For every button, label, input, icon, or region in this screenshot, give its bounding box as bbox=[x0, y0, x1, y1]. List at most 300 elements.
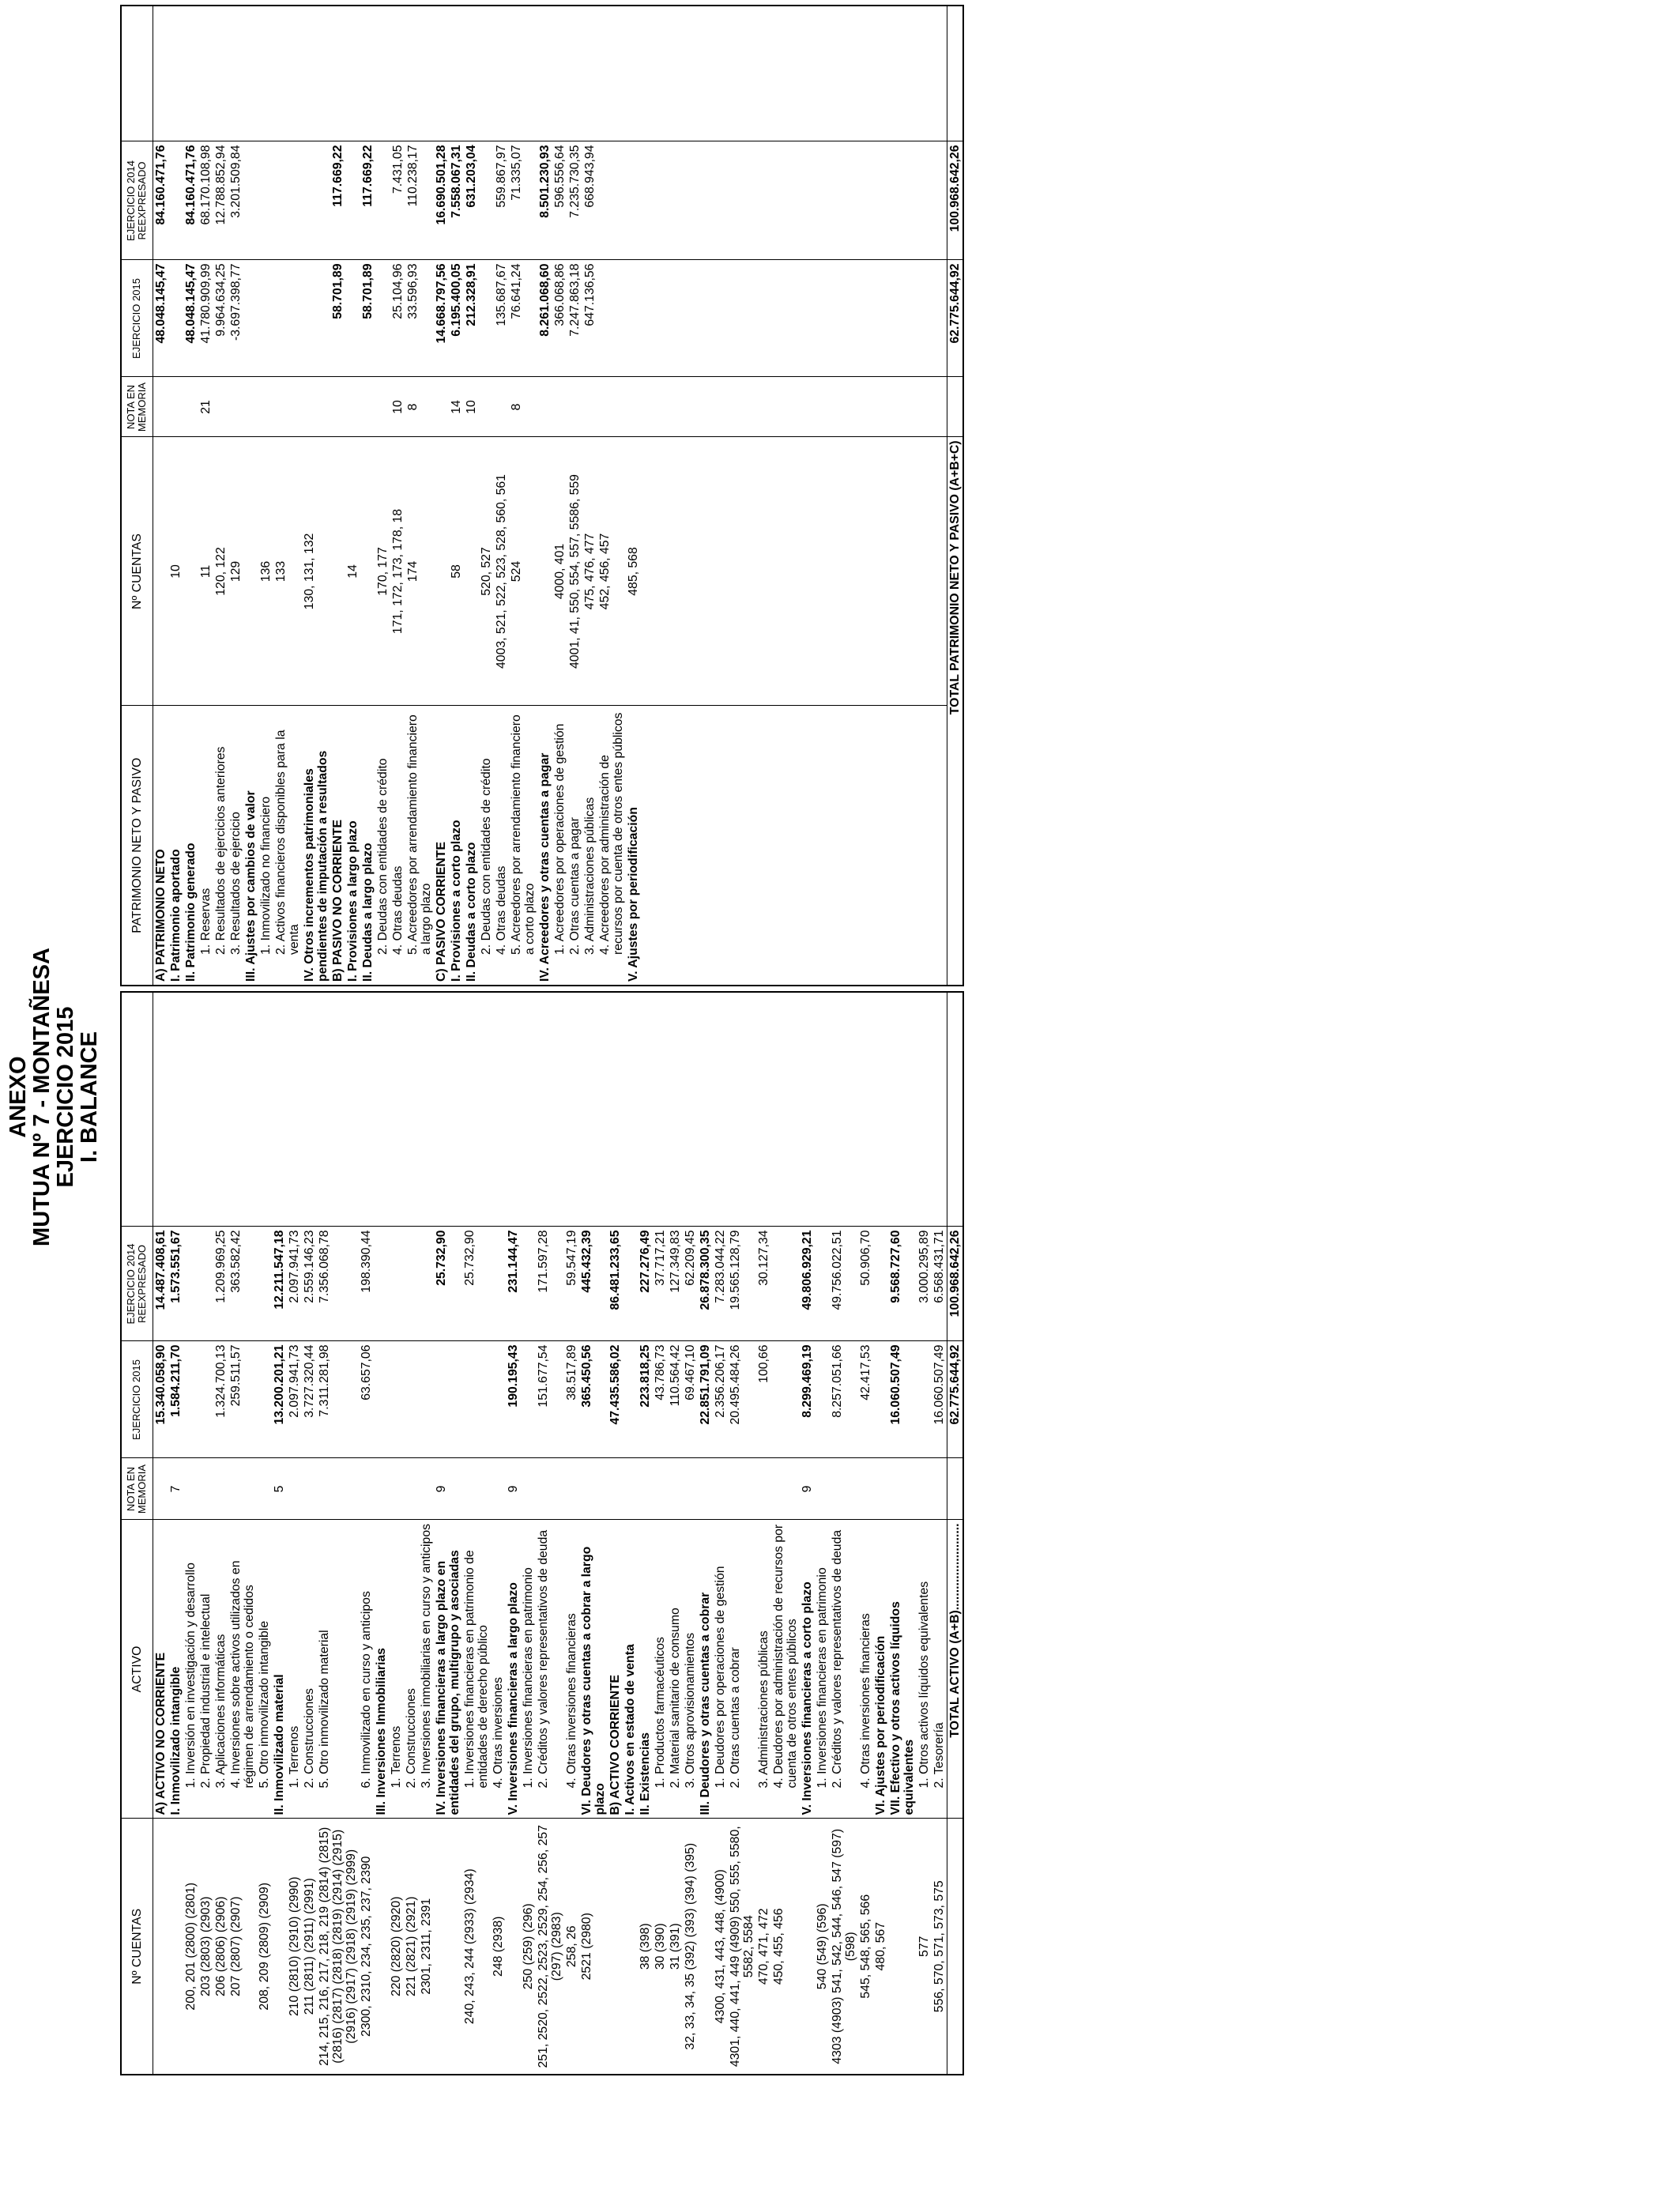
note-ref bbox=[858, 1458, 873, 1520]
account-codes: 540 (549) (596) bbox=[815, 1819, 830, 2075]
activo-row bbox=[683, 992, 698, 2075]
account-codes: 207 (2807) (2907) bbox=[228, 1819, 257, 2075]
line-item-label: 2. Material sanitario de consumo bbox=[668, 1520, 683, 1819]
pasivo-row bbox=[153, 6, 168, 986]
value-2014: 7.356.068,78 bbox=[317, 1227, 359, 1341]
note-ref bbox=[917, 1458, 932, 1520]
line-item-label: 2. Créditos y valores representativos de deuda bbox=[536, 1520, 564, 1819]
line-item-label: VI. Deudores y otras cuentas a cobrar a largo plazo bbox=[579, 1520, 608, 1819]
title-mutua: MUTUA Nº 7 - MONTAÑESA bbox=[29, 948, 55, 1246]
account-codes bbox=[888, 1819, 917, 2075]
line-item-label: 1. Deudores por operaciones de gestión bbox=[713, 1520, 728, 1819]
value-2014: 9.568.727,60 bbox=[888, 1227, 917, 1341]
value-2015: -3.697.398,77 bbox=[228, 260, 243, 377]
value-2014: 668.943,94 bbox=[582, 141, 597, 260]
total-activo-2015: 62.775.644,92 bbox=[947, 1341, 963, 1458]
line-item-label: 5. Otro inmovilizado material bbox=[317, 1520, 359, 1819]
activo-row bbox=[153, 992, 168, 2075]
note-ref bbox=[434, 377, 449, 437]
account-codes: 2300, 2310, 234, 235, 237, 2390 bbox=[359, 1819, 374, 2075]
value-2014: 30.127,34 bbox=[756, 1227, 771, 1341]
account-codes: 480, 567 bbox=[873, 1819, 888, 2075]
spacer-cell bbox=[771, 992, 800, 1227]
activo-row bbox=[374, 992, 389, 2075]
value-2014: 49.756.022,51 bbox=[830, 1227, 858, 1341]
note-ref bbox=[317, 1458, 359, 1520]
note-ref bbox=[579, 1458, 608, 1520]
spacer-cell bbox=[873, 992, 888, 1227]
value-2015: 366.068,86 bbox=[552, 260, 567, 377]
note-ref bbox=[374, 1458, 389, 1520]
line-item-label: 5. Acreedores por arrendamiento financiero a corto plazo bbox=[509, 706, 537, 986]
value-2015: 16.060.507,49 bbox=[932, 1341, 947, 1458]
empty-cell bbox=[947, 1458, 963, 1520]
pasivo-row bbox=[552, 6, 567, 986]
pasivo-total-row bbox=[947, 6, 963, 986]
value-2014: 84.160.471,76 bbox=[153, 141, 168, 260]
value-2014: 2.097.941,73 bbox=[287, 1227, 302, 1341]
spacer-cell bbox=[359, 992, 374, 1227]
account-codes: 240, 243, 244 (2933) (2934) bbox=[462, 1819, 491, 2075]
value-2014 bbox=[491, 1227, 506, 1341]
note-ref bbox=[389, 1458, 404, 1520]
value-2015: 16.060.507,49 bbox=[888, 1341, 917, 1458]
note-ref: 9 bbox=[800, 1458, 815, 1520]
value-2015 bbox=[345, 260, 360, 377]
spacer-cell bbox=[302, 992, 317, 1227]
value-2014 bbox=[375, 141, 390, 260]
note-ref bbox=[462, 1458, 491, 1520]
account-codes bbox=[374, 1819, 389, 2075]
pasivo-row bbox=[375, 6, 390, 986]
spacer-cell bbox=[608, 992, 623, 1227]
value-2015: 190.195,43 bbox=[506, 1341, 521, 1458]
value-2014 bbox=[345, 141, 360, 260]
empty-cell bbox=[641, 706, 947, 986]
note-ref: 9 bbox=[434, 1458, 462, 1520]
empty-cell bbox=[947, 1819, 963, 2075]
pasivo-row bbox=[273, 6, 302, 986]
line-item-label: 2. Otras cuentas a pagar bbox=[567, 706, 582, 986]
pasivo-row bbox=[537, 6, 552, 986]
line-item-label: III. Inversiones Inmobiliarias bbox=[374, 1520, 389, 1819]
spacer-cell bbox=[521, 992, 536, 1227]
line-item-label: II. Inmovilizado material bbox=[272, 1520, 287, 1819]
total-pasivo-2015: 62.775.644,92 bbox=[947, 260, 963, 377]
pasivo-row bbox=[330, 6, 345, 986]
value-2015: 259.511,57 bbox=[228, 1341, 257, 1458]
account-codes: 11 bbox=[198, 437, 213, 706]
note-ref bbox=[479, 377, 494, 437]
value-2015 bbox=[626, 260, 641, 377]
value-2014: 559.867,97 bbox=[494, 141, 509, 260]
value-2015 bbox=[623, 1341, 638, 1458]
note-ref bbox=[302, 377, 330, 437]
line-item-label: V. Inversiones financieras a corto plazo bbox=[800, 1520, 815, 1819]
value-2014: 8.501.230,93 bbox=[537, 141, 552, 260]
value-2014: 14.487.408,61 bbox=[153, 1227, 168, 1341]
line-item-label: B) ACTIVO CORRIENTE bbox=[608, 1520, 623, 1819]
spacer-cell bbox=[491, 992, 506, 1227]
value-2015: 58.701,89 bbox=[360, 260, 375, 377]
account-codes: 4301, 440, 441, 449 (4909) 550, 555, 5580, 5582, 5584 bbox=[728, 1819, 756, 2075]
value-2014: 12.211.547,18 bbox=[272, 1227, 287, 1341]
account-codes bbox=[360, 437, 375, 706]
pasivo-row bbox=[509, 6, 537, 986]
value-2015: 2.097.941,73 bbox=[287, 1341, 302, 1458]
spacer-cell bbox=[509, 6, 537, 141]
value-2015 bbox=[375, 260, 390, 377]
total-activo-label: TOTAL ACTIVO (A+B)......................... bbox=[947, 1520, 963, 1819]
value-2014: 363.582,42 bbox=[228, 1227, 257, 1341]
spacer-cell bbox=[536, 992, 564, 1227]
value-2014: 50.906,70 bbox=[858, 1227, 873, 1341]
value-2015 bbox=[243, 260, 258, 377]
account-codes bbox=[608, 1819, 623, 2075]
note-ref bbox=[302, 1458, 317, 1520]
value-2015 bbox=[462, 1341, 491, 1458]
spacer-cell bbox=[213, 992, 228, 1227]
line-item-label: 3. Resultados de ejercicio bbox=[228, 706, 243, 986]
spacer-cell bbox=[947, 6, 963, 141]
line-item-label: VI. Ajustes por periodificación bbox=[873, 1520, 888, 1819]
account-codes bbox=[330, 437, 345, 706]
line-item-label: I. Provisiones a largo plazo bbox=[345, 706, 360, 986]
line-item-label: III. Ajustes por cambios de valor bbox=[243, 706, 258, 986]
pasivo-row bbox=[567, 6, 582, 986]
value-2014: 71.335,07 bbox=[509, 141, 537, 260]
activo-row bbox=[873, 992, 888, 2075]
value-2014 bbox=[258, 141, 273, 260]
line-item-label: II. Patrimonio generado bbox=[183, 706, 198, 986]
note-ref bbox=[330, 377, 345, 437]
value-2015: 41.780.909,99 bbox=[198, 260, 213, 377]
spacer-cell bbox=[228, 6, 243, 141]
spacer-cell bbox=[683, 992, 698, 1227]
value-2014: 25.732,90 bbox=[462, 1227, 491, 1341]
note-ref bbox=[888, 1458, 917, 1520]
account-codes: 171, 172, 173, 178, 18 bbox=[390, 437, 405, 706]
spacer-cell bbox=[419, 992, 434, 1227]
value-2015 bbox=[479, 260, 494, 377]
spacer-cell bbox=[272, 992, 287, 1227]
account-codes bbox=[183, 437, 198, 706]
value-2014: 68.170.108,98 bbox=[198, 141, 213, 260]
empty-cell bbox=[641, 260, 947, 377]
value-2015: 1.584.211,70 bbox=[168, 1341, 183, 1458]
account-codes: 10 bbox=[168, 437, 183, 706]
account-codes: 206 (2806) (2906) bbox=[213, 1819, 228, 2075]
account-codes: 545, 548, 565, 566 bbox=[858, 1819, 873, 2075]
line-item-label: 1. Inversiones financieras en patrimonio de entidades de derecho público bbox=[462, 1520, 491, 1819]
note-ref bbox=[713, 1458, 728, 1520]
line-item-label: 1. Inversiones financieras en patrimonio bbox=[521, 1520, 536, 1819]
account-codes bbox=[623, 1819, 638, 2075]
value-2014: 7.558.067,31 bbox=[449, 141, 464, 260]
value-2015 bbox=[374, 1341, 389, 1458]
value-2014: 631.203,04 bbox=[464, 141, 479, 260]
account-codes bbox=[243, 437, 258, 706]
pasivo-row bbox=[302, 6, 330, 986]
note-ref bbox=[345, 377, 360, 437]
activo-row bbox=[521, 992, 536, 2075]
total-activo-2014: 100.968.642,26 bbox=[947, 1227, 963, 1341]
value-2014: 62.209,45 bbox=[683, 1227, 698, 1341]
spacer-cell bbox=[932, 992, 947, 1227]
pasivo-row bbox=[228, 6, 243, 986]
activo-row bbox=[756, 992, 771, 2075]
activo-row bbox=[317, 992, 359, 2075]
empty-cell bbox=[947, 377, 963, 437]
line-item-label: 1. Terrenos bbox=[287, 1520, 302, 1819]
spacer-cell bbox=[198, 992, 213, 1227]
spacer-cell bbox=[800, 992, 815, 1227]
activo-row bbox=[608, 992, 623, 2075]
activo-row bbox=[491, 992, 506, 2075]
activo-row bbox=[830, 992, 858, 2075]
line-item-label: 2. Deudas con entidades de crédito bbox=[479, 706, 494, 986]
note-ref bbox=[536, 1458, 564, 1520]
value-2014: 227.276,49 bbox=[638, 1227, 653, 1341]
account-codes bbox=[153, 437, 168, 706]
note-ref bbox=[273, 377, 302, 437]
line-item-label: 1. Otros activos líquidos equivalentes bbox=[917, 1520, 932, 1819]
account-codes: 248 (2938) bbox=[491, 1819, 506, 2075]
line-item-label: 4. Acreedores por administración de recursos por cuenta de otros entes públicos bbox=[597, 706, 626, 986]
account-codes: 475, 476, 477 bbox=[582, 437, 597, 706]
spacer-cell bbox=[579, 992, 608, 1227]
note-ref bbox=[360, 377, 375, 437]
spacer-cell bbox=[287, 992, 302, 1227]
activo-row bbox=[888, 992, 917, 2075]
spacer-cell bbox=[479, 6, 494, 141]
note-ref: 9 bbox=[506, 1458, 521, 1520]
value-2015: 2.356.206,17 bbox=[713, 1341, 728, 1458]
value-2015: 212.328,91 bbox=[464, 260, 479, 377]
note-ref bbox=[183, 377, 198, 437]
value-2015: 76.641,24 bbox=[509, 260, 537, 377]
activo-row bbox=[257, 992, 272, 2075]
account-codes: 524 bbox=[509, 437, 537, 706]
spacer-cell bbox=[183, 992, 198, 1227]
note-ref bbox=[491, 1458, 506, 1520]
account-codes: 470, 471, 472 bbox=[756, 1819, 771, 2075]
account-codes bbox=[464, 437, 479, 706]
spacer-cell bbox=[830, 992, 858, 1227]
total-pasivo-label: TOTAL PATRIMONIO NETO Y PASIVO (A+B+C) bbox=[947, 437, 963, 986]
pasivo-row bbox=[464, 6, 479, 986]
value-2014: 6.568.431,71 bbox=[932, 1227, 947, 1341]
spacer-cell bbox=[464, 6, 479, 141]
account-codes: 14 bbox=[345, 437, 360, 706]
line-item-label: C) PASIVO CORRIENTE bbox=[434, 706, 449, 986]
note-ref: 10 bbox=[390, 377, 405, 437]
value-2015 bbox=[258, 260, 273, 377]
col-spacer bbox=[121, 992, 153, 1227]
pasivo-row bbox=[258, 6, 273, 986]
line-item-label: 4. Otras inversiones bbox=[491, 1520, 506, 1819]
spacer-cell bbox=[153, 6, 168, 141]
value-2014: 37.717,21 bbox=[653, 1227, 668, 1341]
empty-cell bbox=[641, 6, 947, 141]
line-item-label: III. Deudores y otras cuentas a cobrar bbox=[698, 1520, 713, 1819]
value-2014: 1.573.551,67 bbox=[168, 1227, 183, 1341]
spacer-cell bbox=[668, 992, 683, 1227]
note-ref bbox=[873, 1458, 888, 1520]
col-header-cuentas: Nº CUENTAS bbox=[121, 1819, 153, 2075]
title-balance: I. BALANCE bbox=[77, 1031, 102, 1163]
line-item-label: 4. Inversiones sobre activos utilizados en régimen de arrendamiento o cedidos bbox=[228, 1520, 257, 1819]
line-item-label: 1. Reservas bbox=[198, 706, 213, 986]
value-2014 bbox=[771, 1227, 800, 1341]
value-2014: 1.209.969,25 bbox=[213, 1227, 228, 1341]
value-2015: 14.668.797,56 bbox=[434, 260, 449, 377]
value-2014 bbox=[389, 1227, 404, 1341]
account-codes: 4300, 431, 443, 448, (4900) bbox=[713, 1819, 728, 2075]
spacer-cell bbox=[462, 992, 491, 1227]
note-ref bbox=[213, 377, 228, 437]
line-item-label: B) PASIVO NO CORRIENTE bbox=[330, 706, 345, 986]
line-item-label: II. Deudas a largo plazo bbox=[360, 706, 375, 986]
value-2015: 43.786,73 bbox=[653, 1341, 668, 1458]
line-item-label: II. Deudas a corto plazo bbox=[464, 706, 479, 986]
col-header-cuentas: Nº CUENTAS bbox=[121, 437, 153, 706]
value-2014: 117.669,22 bbox=[330, 141, 345, 260]
line-item-label: 3. Administraciones públicas bbox=[756, 1520, 771, 1819]
value-2014 bbox=[873, 1227, 888, 1341]
empty-cell bbox=[641, 437, 947, 706]
value-2014: 59.547,19 bbox=[564, 1227, 579, 1341]
value-2014 bbox=[374, 1227, 389, 1341]
value-2014 bbox=[626, 141, 641, 260]
spacer-cell bbox=[858, 992, 873, 1227]
note-ref bbox=[404, 1458, 419, 1520]
account-codes: 32, 33, 34, 35 (392) (393) (394) (395) bbox=[683, 1819, 698, 2075]
pasivo-row bbox=[183, 6, 198, 986]
value-2015: 7.247.863,18 bbox=[567, 260, 582, 377]
value-2015: 9.964.634,25 bbox=[213, 260, 228, 377]
value-2014: 171.597,28 bbox=[536, 1227, 564, 1341]
account-codes bbox=[168, 1819, 183, 2075]
spacer-cell bbox=[888, 992, 917, 1227]
line-item-label: 2. Deudas con entidades de crédito bbox=[375, 706, 390, 986]
spacer-cell bbox=[183, 6, 198, 141]
col-header-nota: NOTA EN MEMORIA bbox=[121, 377, 153, 437]
value-2015 bbox=[491, 1341, 506, 1458]
note-ref bbox=[183, 1458, 198, 1520]
value-2014 bbox=[243, 141, 258, 260]
value-2014 bbox=[273, 141, 302, 260]
value-2015 bbox=[257, 1341, 272, 1458]
line-item-label: 5. Acreedores por arrendamiento financiero a largo plazo bbox=[405, 706, 434, 986]
spacer-cell bbox=[756, 992, 771, 1227]
value-2014: 117.669,22 bbox=[360, 141, 375, 260]
account-codes: 556, 570, 571, 573, 575 bbox=[932, 1819, 947, 2075]
empty-cell bbox=[641, 377, 947, 437]
value-2014 bbox=[404, 1227, 419, 1341]
pasivo-row bbox=[626, 6, 641, 986]
pasivo-row bbox=[345, 6, 360, 986]
note-ref bbox=[582, 377, 597, 437]
account-codes: 221 (2821) (2921) bbox=[404, 1819, 419, 2075]
note-ref bbox=[375, 377, 390, 437]
note-ref bbox=[258, 377, 273, 437]
filler-row bbox=[641, 6, 947, 986]
note-ref bbox=[756, 1458, 771, 1520]
activo-row bbox=[713, 992, 728, 2075]
value-2015: 63.657,06 bbox=[359, 1341, 374, 1458]
value-2015 bbox=[389, 1341, 404, 1458]
account-codes: 133 bbox=[273, 437, 302, 706]
account-codes bbox=[537, 437, 552, 706]
value-2015: 42.417,53 bbox=[858, 1341, 873, 1458]
account-codes: 251, 2520, 2522, 2523, 2529, 254, 256, 257 (297) (2983) bbox=[536, 1819, 564, 2075]
activo-row bbox=[638, 992, 653, 2075]
account-codes: 210 (2810) (2910) (2990) bbox=[287, 1819, 302, 2075]
value-2015: 13.200.201,21 bbox=[272, 1341, 287, 1458]
note-ref bbox=[213, 1458, 228, 1520]
account-codes: 38 (398) bbox=[638, 1819, 653, 2075]
line-item-label: 2. Créditos y valores representativos de deuda bbox=[830, 1520, 858, 1819]
spacer-cell bbox=[317, 992, 359, 1227]
value-2014 bbox=[521, 1227, 536, 1341]
value-2014 bbox=[198, 1227, 213, 1341]
account-codes: 250 (259) (296) bbox=[521, 1819, 536, 2075]
spacer-cell bbox=[653, 992, 668, 1227]
value-2014: 12.788.852,94 bbox=[213, 141, 228, 260]
note-ref bbox=[243, 377, 258, 437]
activo-body bbox=[153, 992, 963, 2075]
value-2014: 7.283.044,22 bbox=[713, 1227, 728, 1341]
line-item-label: I. Patrimonio aportado bbox=[168, 706, 183, 986]
value-2015: 22.851.791,09 bbox=[698, 1341, 713, 1458]
note-ref bbox=[564, 1458, 579, 1520]
pasivo-row bbox=[390, 6, 405, 986]
pasivo-row bbox=[479, 6, 494, 986]
account-codes: 258, 26 bbox=[564, 1819, 579, 2075]
spacer-cell bbox=[506, 992, 521, 1227]
value-2015: 47.435.586,02 bbox=[608, 1341, 623, 1458]
activo-row bbox=[858, 992, 873, 2075]
line-item-label: 1. Terrenos bbox=[389, 1520, 404, 1819]
account-codes: 214, 215, 216, 217, 218, 219 (2814) (2815) (2816) (2817) (2818) (2819) (2914) (2915) (2916) (2917) (2918) (2919) (2999) bbox=[317, 1819, 359, 2075]
value-2015: 100,66 bbox=[756, 1341, 771, 1458]
activo-header-row bbox=[121, 992, 153, 2075]
pasivo-row bbox=[449, 6, 464, 986]
spacer-cell bbox=[626, 6, 641, 141]
activo-row bbox=[462, 992, 491, 2075]
account-codes: 2521 (2980) bbox=[579, 1819, 608, 2075]
spacer-cell bbox=[623, 992, 638, 1227]
activo-row bbox=[536, 992, 564, 2075]
value-2015 bbox=[419, 1341, 434, 1458]
note-ref bbox=[597, 377, 626, 437]
note-ref: 21 bbox=[198, 377, 213, 437]
line-item-label: 2. Construcciones bbox=[302, 1520, 317, 1819]
value-2015: 15.340.058,90 bbox=[153, 1341, 168, 1458]
note-ref bbox=[153, 377, 168, 437]
note-ref bbox=[494, 377, 509, 437]
note-ref bbox=[521, 1458, 536, 1520]
value-2014: 3.000.295,89 bbox=[917, 1227, 932, 1341]
value-2014: 2.559.146,23 bbox=[302, 1227, 317, 1341]
value-2014: 26.878.300,35 bbox=[698, 1227, 713, 1341]
note-ref bbox=[359, 1458, 374, 1520]
spacer-cell bbox=[552, 6, 567, 141]
value-2014: 19.565.128,79 bbox=[728, 1227, 756, 1341]
value-2015: 58.701,89 bbox=[330, 260, 345, 377]
note-ref: 14 bbox=[449, 377, 464, 437]
